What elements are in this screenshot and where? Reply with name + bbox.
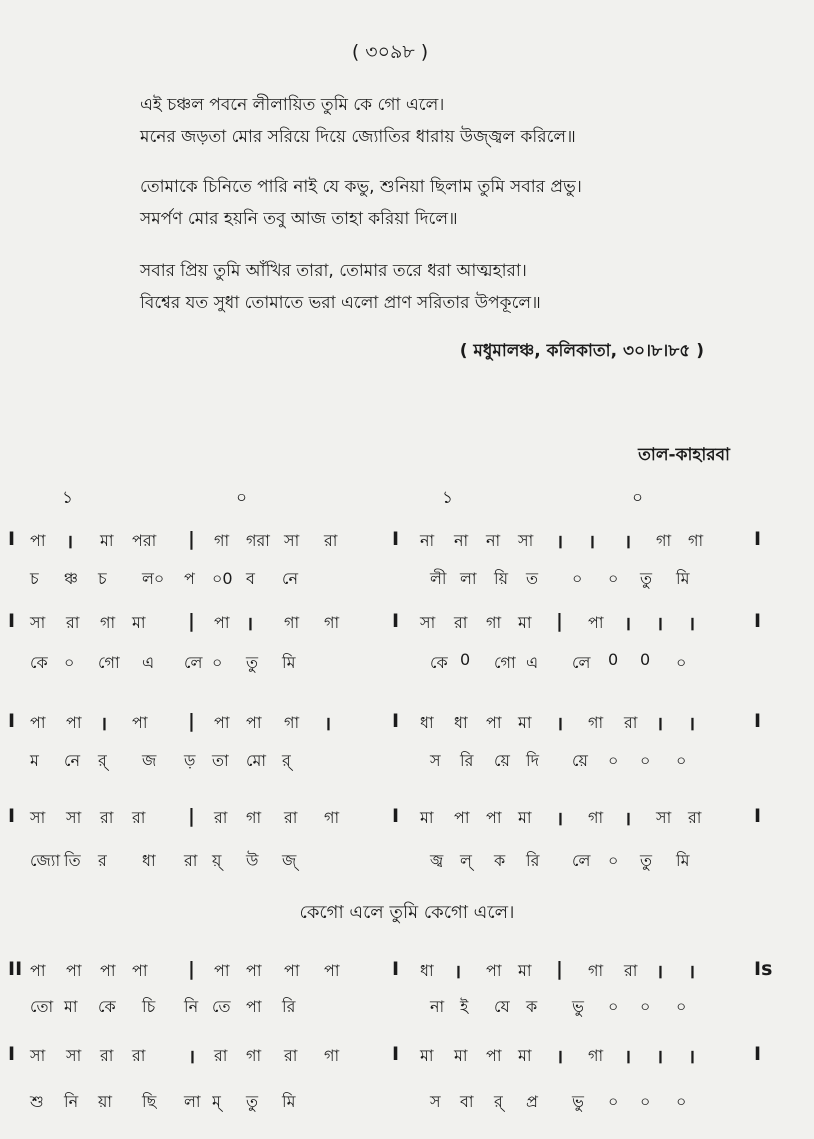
lyric-syllable: মি [676,569,690,588]
lyric-syllable: ০0 [212,569,233,588]
swara-note: রা [688,808,702,827]
swara-note: রা [66,613,80,632]
bar-line: । [688,613,696,635]
lyric-syllable: কে [430,653,448,672]
lyric-syllable: এ [142,653,155,672]
swara-note: পা [30,531,46,550]
lyric-syllable: ০ [608,569,619,588]
lyric-syllable: ছি [142,1092,157,1111]
lyric-syllable: লে [184,653,203,672]
bar-line: I [8,610,16,632]
lyric-syllable: জ [142,751,157,770]
swara-row [0,610,814,638]
swara-note: পা [132,713,148,732]
swara-note: মা [518,713,532,732]
swara-note: পা [30,961,46,980]
bar-line: I [8,528,16,550]
lyric-syllable: প্র [526,1092,538,1111]
lyric-row [0,650,814,678]
swara-note: রা [214,808,228,827]
lyric-syllable: লা [184,1092,201,1111]
lyric-syllable: মি [676,851,690,870]
swara-note: গা [588,961,604,980]
swara-note: সা [420,613,436,632]
swara-note: গা [100,613,116,632]
bar-line: । [556,531,564,553]
swara-note: সা [30,1046,46,1065]
lyric-syllable: ০ [608,1092,619,1111]
swara-row [0,710,814,738]
lyric-row [0,1089,814,1117]
bar-line: I [392,610,400,632]
lyric-syllable: ক [494,851,506,870]
swara-note: মা [420,808,434,827]
bar-line: | [188,528,195,550]
swara-note: গা [588,713,604,732]
swara-note: সা [656,808,672,827]
lyric-syllable: চি [142,997,156,1016]
swara-note: সা [30,613,46,632]
swara-note: সা [30,808,46,827]
swara-row [0,958,814,986]
bar-line: । [556,808,564,830]
lyric-syllable: গো [494,653,516,672]
swara-note: পা [214,613,230,632]
swara-note: রা [100,808,114,827]
lyric-syllable: ভু [572,997,584,1016]
swara-note: গরা [246,531,270,550]
lyric-syllable: তু [246,653,259,672]
lyric-syllable: কে [30,653,48,672]
swara-note: গা [214,531,230,550]
bar-line: । [688,713,696,735]
beat-mark: ০ [632,488,644,508]
swara-note: পরা [132,531,157,550]
swara-row [0,1043,814,1071]
lyric-syllable: কে [98,997,116,1016]
swara-note: না [454,531,469,550]
lyric-syllable: ০ [608,851,619,870]
lyric-syllable: মি [282,1092,296,1111]
lyric-syllable: ০ [608,751,619,770]
swara-note: মা [518,1046,532,1065]
lyric-syllable: য়া [98,1092,113,1111]
swara-note: রা [284,1046,298,1065]
lyric-syllable: তু [246,1092,259,1111]
lyric-syllable: ০ [676,997,687,1016]
lyric-syllable: উ [246,851,259,870]
lyric-syllable: এ [526,653,539,672]
bar-line: । [656,961,664,983]
swara-note: পা [66,713,82,732]
bar-line: I [392,805,400,827]
bar-line: । [624,531,632,553]
lyric-syllable: নি [184,997,199,1016]
swara-note: রা [132,808,146,827]
bar-line: । [588,531,596,553]
lyric-syllable: লে [572,851,591,870]
bar-line: | [188,710,195,732]
swara-note: গা [486,613,502,632]
lyric-syllable: তো [30,997,54,1016]
swara-note: গা [324,808,340,827]
lyric-syllable: রি [526,851,540,870]
lyric-syllable: য়ে [572,751,588,770]
lyric-row [0,994,814,1022]
swara-note: মা [518,961,532,980]
lyric-syllable: য়ি [494,569,509,588]
swara-note: গা [588,808,604,827]
beat-mark: ১ [62,488,74,508]
lyric-syllable: ঞ্চ [64,569,78,588]
bar-line: | [188,610,195,632]
bar-line: | [556,610,563,632]
swara-note: গা [284,613,300,632]
bar-line: I [392,710,400,732]
swara-note: গা [324,1046,340,1065]
bar-line: I [392,528,400,550]
swara-note: সা [66,1046,82,1065]
bar-line: I [754,1043,762,1065]
lyric-syllable: ০ [640,751,651,770]
lyric-syllable: দি [526,751,539,770]
lyric-syllable: ০ [608,997,619,1016]
swara-note: মা [518,613,532,632]
bar-line: I [392,958,400,980]
bar-line: । [454,961,462,983]
swara-note: পা [66,961,82,980]
bar-line: | [556,958,563,980]
bar-line: । [324,713,332,735]
swara-note: রা [100,1046,114,1065]
bar-line: I [392,1043,400,1065]
lyric-syllable: র [98,851,107,870]
lyric-syllable: য়ে [494,751,510,770]
lyric-syllable: র্ [282,751,291,770]
swara-note: ধা [454,713,468,732]
bar-line: । [556,713,564,735]
swara-note: গা [324,613,340,632]
lyric-syllable: ম [30,751,39,770]
bar-line: I [8,710,16,732]
lyric-syllable: র্ [98,751,107,770]
lyric-syllable: র্ [494,1092,503,1111]
lyric-syllable: তা [212,751,229,770]
beat-mark: ০ [236,488,248,508]
verse-line-1: এই চঞ্চল পবনে লীলায়িত তুমি কে গো এলে। [140,95,445,115]
bar-line: I [754,610,762,632]
bar-line: । [656,713,664,735]
swara-note: পা [324,961,340,980]
swara-note: গা [588,1046,604,1065]
bar-line: । [624,613,632,635]
swara-note: পা [486,713,502,732]
verse-line-2: মনের জড়তা মোর সরিয়ে দিয়ে জ্যোতির ধারায় উজ্জ্বল করিলে॥ [140,127,576,147]
swara-note: মা [454,1046,468,1065]
swara-note: গা [688,531,704,550]
bar-line: । [688,1046,696,1068]
swara-note: পা [588,613,604,632]
bar-line: । [188,1046,196,1068]
bar-line: । [656,613,664,635]
lyric-syllable: তে [212,997,231,1016]
swara-note: গা [246,1046,262,1065]
verse-line-3: তোমাকে চিনিতে পারি নাই যে কভু, শুনিয়া ছিলাম তুমি সবার প্রভু। [140,177,582,197]
swara-note: সা [66,808,82,827]
swara-note: পা [100,961,116,980]
swara-note: সা [518,531,534,550]
lyric-syllable: ক [526,997,538,1016]
lyric-syllable: শু [30,1092,44,1111]
swara-note: রা [454,613,468,632]
lyric-syllable: তু [640,851,653,870]
lyric-syllable: লা [460,569,477,588]
lyric-syllable: নে [64,751,81,770]
lyric-syllable: ই [460,997,469,1016]
lyric-syllable: 0 [608,650,619,669]
swara-note: পা [214,713,230,732]
lyric-syllable: লী [430,569,447,588]
lyric-row [0,848,814,876]
song-number: ( ৩০৯৮ ) [351,41,429,63]
lyric-syllable: ধা [142,851,156,870]
swara-note: ধা [420,961,434,980]
bar-line: I [754,710,762,732]
lyric-syllable: ০ [572,569,583,588]
lyric-syllable: ০ [640,997,651,1016]
lyric-syllable: ০ [640,1092,651,1111]
lyric-syllable: ০ [64,653,75,672]
lyric-row [0,748,814,776]
lyric-syllable: জ্যো [30,851,61,870]
credit-line: ( মধুমালঞ্চ, কলিকাতা, ৩০।৮।৮৫ ) [459,341,704,361]
lyric-row [0,566,814,594]
lyric-syllable: রি [460,751,474,770]
bar-line: I [8,1043,16,1065]
bar-line: । [66,531,74,553]
swara-note: রা [284,808,298,827]
bar-line: | [188,958,195,980]
lyric-syllable: 0 [640,650,651,669]
bar-line: । [246,613,254,635]
lyric-syllable: যে [494,997,510,1016]
swara-note: রা [214,1046,228,1065]
swara-note: মা [100,531,114,550]
lyric-syllable: নি [64,1092,79,1111]
swara-note: রা [624,713,638,732]
swara-row [0,805,814,833]
bar-line: I [754,805,762,827]
swara-note: পা [246,713,262,732]
lyric-syllable: ০ [676,751,687,770]
tala-label: তাল-কাহারবা [638,445,730,465]
swara-note: গা [246,808,262,827]
lyric-syllable: তি [64,851,81,870]
lyric-syllable: ভু [572,1092,584,1111]
lyric-syllable: গো [98,653,120,672]
lyric-syllable: ত [526,569,539,588]
lyric-syllable: চ [98,569,107,588]
bar-line: | [188,805,195,827]
lyric-syllable: না [430,997,445,1016]
swara-note: মা [420,1046,434,1065]
swara-note: না [420,531,435,550]
lyric-syllable: ড় [184,751,196,770]
lyric-syllable: লে [572,653,591,672]
lyric-syllable: বা [460,1092,474,1111]
swara-note: ধা [420,713,434,732]
lyric-syllable: য়্ [212,851,222,870]
bar-line: । [624,1046,632,1068]
lyric-syllable: স [430,1092,441,1111]
swara-note: না [486,531,501,550]
swara-note: রা [324,531,338,550]
swara-note: সা [284,531,300,550]
swara-note: পা [284,961,300,980]
verse-line-5: সবার প্রিয় তুমি আঁখির তারা, তোমার তরে ধরা আত্মহারা। [140,261,527,281]
swara-note: পা [246,961,262,980]
bar-line: । [656,1046,664,1068]
lyric-syllable: মা [64,997,78,1016]
lyric-syllable: জ্ব [430,851,444,870]
swara-row [0,528,814,556]
beat-mark: ১ [442,488,454,508]
swara-note: রা [624,961,638,980]
refrain-line: কেগো এলে তুমি কেগো এলে। [299,902,515,923]
lyric-syllable: ০ [676,653,687,672]
bar-line: I [8,805,16,827]
lyric-syllable: ল্ [460,851,472,870]
bar-line: । [556,1046,564,1068]
lyric-syllable: ০ [212,653,223,672]
bar-line: Is [754,958,773,980]
lyric-syllable: স [430,751,441,770]
lyric-syllable: নে [282,569,299,588]
lyric-syllable: রা [184,851,198,870]
lyric-syllable: চ [30,569,39,588]
swara-note: পা [486,808,502,827]
swara-note: গা [284,713,300,732]
swara-note: পা [132,961,148,980]
verse-line-6: বিশ্বের যত সুধা তোমাতে ভরা এলো প্রাণ সরিতার উপকূলে॥ [140,293,541,313]
lyric-syllable: ব [246,569,255,588]
lyric-syllable: ল০ [142,569,165,588]
swara-note: মা [518,808,532,827]
bar-line: II [8,958,23,980]
bar-line: I [754,528,762,550]
lyric-syllable: প [184,569,195,588]
lyric-syllable: মো [246,751,267,770]
bar-line: । [688,961,696,983]
swara-note: পা [214,961,230,980]
verse-line-4: সমর্পণ মোর হয়নি তবু আজ তাহা করিয়া দিলে॥ [140,209,458,229]
swara-note: গা [656,531,672,550]
swara-note: পা [486,961,502,980]
swara-note: পা [486,1046,502,1065]
lyric-syllable: জ্ [282,851,297,870]
lyric-syllable: রি [282,997,296,1016]
lyric-syllable: মি [282,653,296,672]
lyric-syllable: 0 [460,650,471,669]
swara-note: মা [132,613,146,632]
lyric-syllable: ০ [676,1092,687,1111]
bar-line: । [100,713,108,735]
bar-line: । [624,808,632,830]
lyric-syllable: পা [246,997,262,1016]
swara-note: পা [454,808,470,827]
lyric-syllable: তু [640,569,653,588]
swara-note: রা [132,1046,146,1065]
lyric-syllable: ম্ [212,1092,221,1111]
swara-note: পা [30,713,46,732]
